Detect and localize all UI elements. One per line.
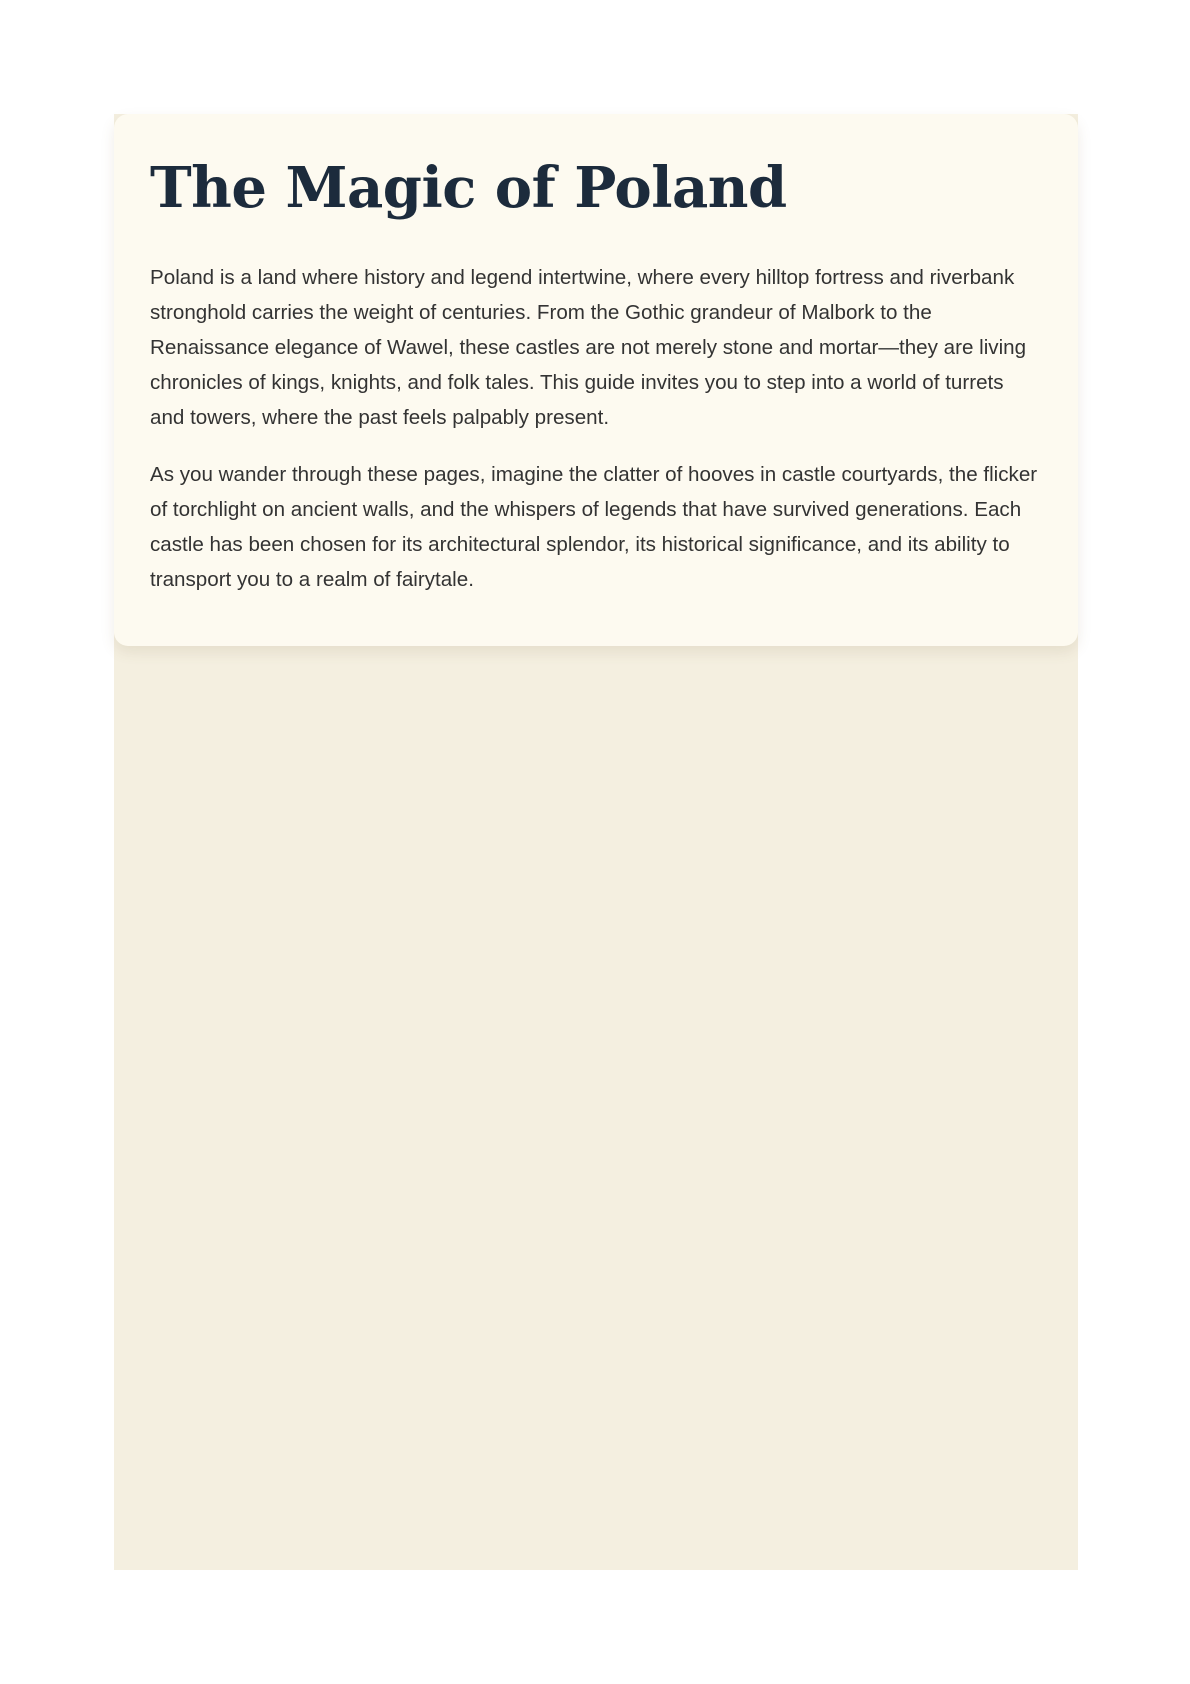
document-page [114,114,1078,1570]
page-title: The Magic of Poland [150,155,787,221]
intro-paragraph-2: As you wander through these pages, imagine the clatter of hooves in castle courtyards, the flicker of torchlight on ancient walls, and the whispers of legends that have survived generations. Each castle has been chosen for its architectural splendor, its historical significance, and its ability to transport you to a realm of fairytale. [150,463,1038,591]
intro-card [114,114,1078,646]
intro-paragraph-1: Poland is a land where history and legend intertwine, where every hilltop fortress and riverbank stronghold carries the weight of centuries. From the Gothic grandeur of Malbork to the Renaissance elegance of Wawel, these castles are not merely stone and mortar—they are living chronicles of kings, knights, and folk tales. This guide invites you to step into a world of turrets and towers, where the past feels palpably present. [150,266,1027,429]
